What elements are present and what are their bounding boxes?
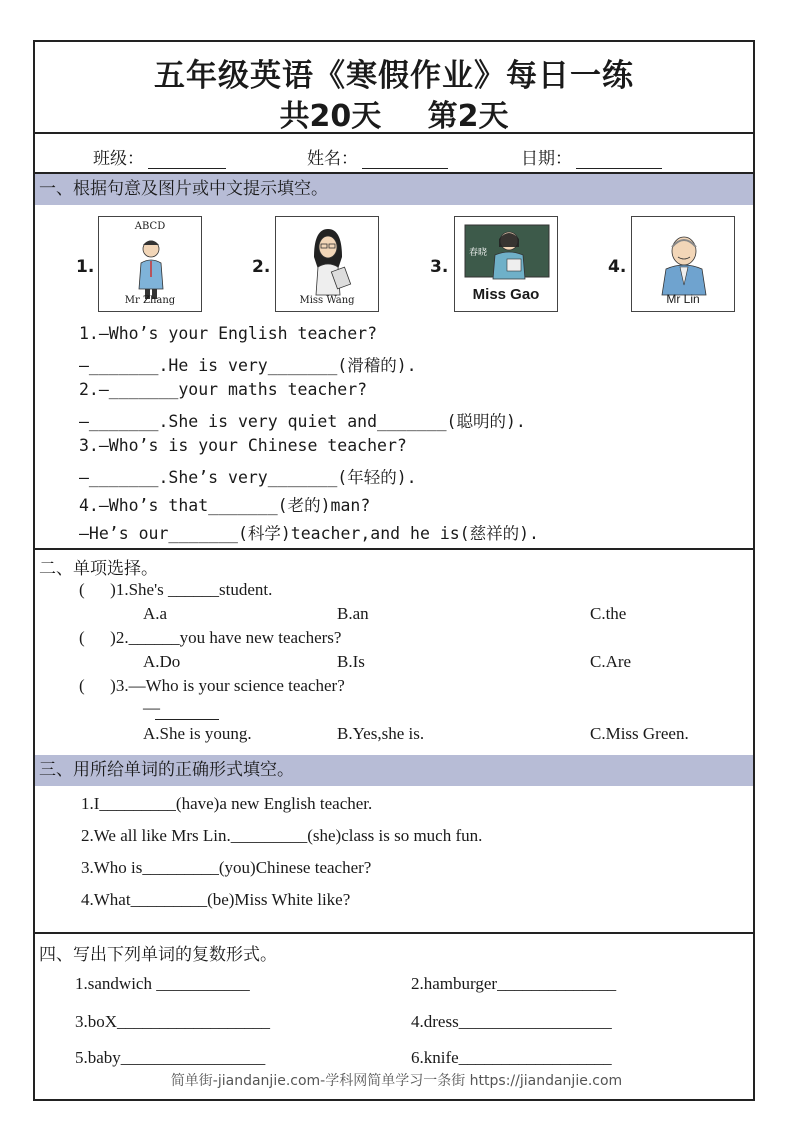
option-b[interactable]: B.an	[337, 604, 369, 623]
class-label: 班级：	[93, 149, 144, 169]
fill-line[interactable]: —_______.She’s very_______(年轻的).	[79, 468, 417, 487]
section3-heading: 三、用所给单词的正确形式填空。	[35, 755, 753, 786]
blackboard-text: 春晓	[469, 248, 488, 258]
student-info-row	[35, 132, 753, 174]
picture-top-text: ABCD	[134, 221, 166, 232]
fill-line: 1.—Who’s your English teacher?	[79, 324, 378, 343]
section1-heading: 一、根据句意及图片或中文提示填空。	[35, 174, 753, 205]
fill-line[interactable]: 2.—_______your maths teacher?	[79, 380, 368, 399]
picture-number: 3.	[430, 257, 449, 277]
option-a[interactable]: A.She is young.	[143, 724, 252, 743]
plural-item[interactable]: 5.baby_________________	[75, 1048, 266, 1067]
fill-line[interactable]: 1.I_________(have)a new English teacher.	[81, 794, 373, 813]
footer-watermark: 简单街-jiandanjie.com-学科网简单学习一条街 https://jiandanjie.com	[170, 1073, 623, 1089]
picture-caption: Miss Gao	[472, 286, 540, 303]
picture-number: 1.	[76, 257, 95, 277]
class-field[interactable]	[93, 144, 226, 169]
picture-miss-gao	[454, 216, 558, 312]
worksheet-title: 五年级英语《寒假作业》每日一练	[154, 58, 634, 94]
current-day: 第2天	[427, 99, 509, 134]
choice-question[interactable]: ( )2.______you have new teachers?	[79, 628, 342, 647]
fill-line[interactable]: 4.What_________(be)Miss White like?	[81, 890, 351, 909]
plural-item[interactable]: 3.boX__________________	[75, 1012, 271, 1031]
class-blank[interactable]	[148, 154, 226, 169]
section-divider	[35, 548, 753, 550]
plural-item[interactable]: 4.dress__________________	[411, 1012, 612, 1031]
answer-line[interactable]: —	[143, 698, 160, 717]
fill-line[interactable]: —He’s our_______(科学)teacher,and he is(慈祥的).	[79, 524, 539, 543]
date-blank[interactable]	[576, 154, 662, 169]
fill-line: 3.—Who’s is your Chinese teacher?	[79, 436, 407, 455]
section-divider	[35, 932, 753, 934]
picture-caption: Mr Zhang	[124, 295, 176, 306]
fill-line[interactable]: —_______.She is very quiet and_______(聪明的).	[79, 412, 526, 431]
picture-number: 2.	[252, 257, 271, 277]
fill-line[interactable]: 2.We all like Mrs Lin._________(she)class is so much fun.	[81, 826, 483, 845]
date-field[interactable]	[521, 144, 662, 169]
option-c[interactable]: C.the	[590, 604, 627, 623]
name-field[interactable]	[307, 144, 448, 169]
worksheet-frame	[33, 40, 755, 1101]
picture-caption: Mr Lin	[666, 292, 700, 306]
plural-item[interactable]: 1.sandwich ___________	[75, 974, 250, 993]
option-a[interactable]: A.a	[143, 604, 168, 623]
picture-miss-wang	[275, 216, 379, 312]
fill-line[interactable]: —_______.He is very_______(滑稽的).	[79, 356, 417, 375]
section2-heading: 二、单项选择。	[39, 559, 158, 579]
total-days: 共20天	[279, 99, 382, 134]
option-c[interactable]: C.Are	[590, 652, 632, 671]
worksheet-subtitle	[35, 91, 753, 135]
choice-question[interactable]: ( )1.She's ______student.	[79, 580, 273, 599]
picture-mr-lin	[631, 216, 735, 312]
date-label: 日期：	[521, 149, 572, 169]
answer-blank[interactable]	[155, 719, 219, 720]
title-box	[35, 42, 753, 134]
picture-number: 4.	[608, 257, 627, 277]
option-b[interactable]: B.Is	[337, 652, 365, 671]
picture-caption: Miss Wang	[299, 295, 355, 306]
option-a[interactable]: A.Do	[143, 652, 181, 671]
name-blank[interactable]	[362, 154, 448, 169]
fill-line[interactable]: 4.—Who’s that_______(老的)man?	[79, 496, 371, 515]
option-c[interactable]: C.Miss Green.	[590, 724, 689, 743]
plural-item[interactable]: 2.hamburger______________	[411, 974, 617, 993]
fill-line[interactable]: 3.Who is_________(you)Chinese teacher?	[81, 858, 372, 877]
choice-question[interactable]: ( )3.—Who is your science teacher?	[79, 676, 345, 695]
option-b[interactable]: B.Yes,she is.	[337, 724, 425, 743]
name-label: 姓名：	[307, 149, 358, 169]
plural-item[interactable]: 6.knife__________________	[411, 1048, 612, 1067]
picture-mr-zhang	[98, 216, 202, 312]
section4-heading: 四、写出下列单词的复数形式。	[39, 945, 277, 965]
